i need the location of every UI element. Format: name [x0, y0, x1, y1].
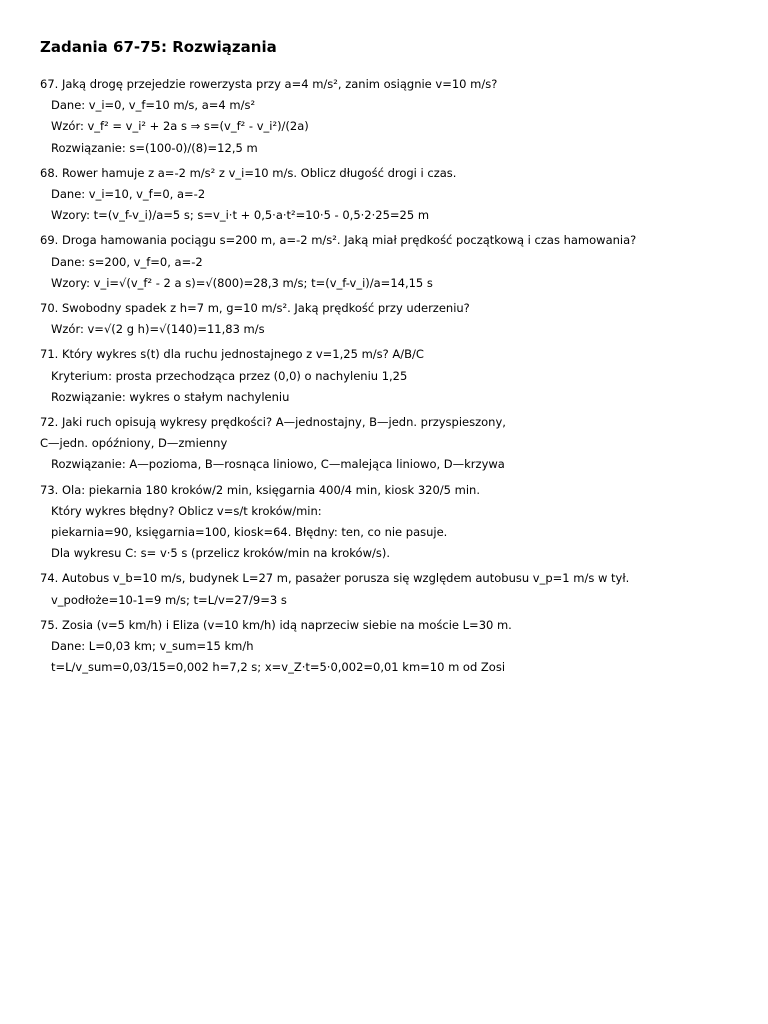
problem-statement: 74. Autobus v_b=10 m/s, budynek L=27 m, pasażer porusza się względem autobusu v_p=1 m/s w tył.: [40, 571, 630, 586]
problem-block: [40, 298, 740, 340]
problem-block: [40, 230, 740, 294]
problem-solution-line: Rozwiązanie: s=(100-0)/(8)=12,5 m: [51, 140, 258, 155]
problem-statement: 71. Który wykres s(t) dla ruchu jednostajnego z v=1,25 m/s? A/B/C: [40, 347, 424, 362]
problem-block: [40, 480, 740, 565]
problem-solution-line: Dla wykresu C: s= v·5 s (przelicz kroków/min na kroków/s).: [51, 546, 391, 561]
problem-statement: 75. Zosia (v=5 km/h) i Eliza (v=10 km/h) idą naprzeciw siebie na moście L=30 m.: [40, 617, 512, 632]
problem-list: [40, 74, 740, 678]
problem-solution-line: Dane: L=0,03 km; v_sum=15 km/h: [51, 639, 254, 654]
problem-solution-line: t=L/v_sum=0,03/15=0,002 h=7,2 s; x=v_Z·t=5·0,002=0,01 km=10 m od Zosi: [51, 660, 506, 675]
problem-solution-line: Wzór: v_f² = v_i² + 2a s ⇒ s=(v_f² - v_i²)/(2a): [51, 119, 309, 134]
problem-solution-line: Dane: v_i=0, v_f=10 m/s, a=4 m/s²: [51, 98, 256, 113]
problem-block: [40, 615, 740, 679]
problem-solution-line: Który wykres błędny? Oblicz v=s/t kroków/min:: [51, 503, 322, 518]
problem-solution-line: Rozwiązanie: A—pozioma, B—rosnąca liniowo, C—malejąca liniowo, D—krzywa: [51, 457, 505, 472]
problem-solution-line: Kryterium: prosta przechodząca przez (0,0) o nachyleniu 1,25: [51, 368, 408, 383]
problem-block: [40, 163, 740, 227]
problem-statement: 67. Jaką drogę przejedzie rowerzysta przy a=4 m/s², zanim osiągnie v=10 m/s?: [40, 77, 498, 91]
problem-solution-line: Wzory: t=(v_f-v_i)/a=5 s; s=v_i·t + 0,5·a·t²=10·5 - 0,5·2·25=25 m: [51, 208, 430, 223]
problem-statement: 68. Rower hamuje z a=-2 m/s² z v_i=10 m/s. Oblicz długość drogi i czas.: [40, 165, 457, 180]
problem-block: [40, 74, 740, 159]
problem-solution-line: Dane: s=200, v_f=0, a=-2: [51, 254, 203, 269]
problem-solution-line: v_podłoże=10-1=9 m/s; t=L/v=27/9=3 s: [51, 592, 287, 607]
problem-solution-line: Rozwiązanie: wykres o stałym nachyleniu: [51, 389, 290, 404]
problem-block: [40, 344, 740, 408]
problem-block: [40, 568, 740, 610]
problem-statement: 72. Jaki ruch opisują wykresy prędkości? A—jednostajny, B—jedn. przyspieszony,: [40, 415, 506, 430]
problem-statement: 73. Ola: piekarnia 180 kroków/2 min, księgarnia 400/4 min, kiosk 320/5 min.: [40, 482, 480, 497]
problem-solution-line: Dane: v_i=10, v_f=0, a=-2: [51, 187, 206, 202]
problem-statement: 70. Swobodny spadek z h=7 m, g=10 m/s². Jaką prędkość przy uderzeniu?: [40, 301, 470, 316]
problem-solution-line: Wzory: v_i=√(v_f² - 2 a s)=√(800)=28,3 m/s; t=(v_f-v_i)/a=14,15 s: [51, 275, 433, 290]
problem-solution-line: Wzór: v=√(2 g h)=√(140)=11,83 m/s: [51, 322, 265, 337]
problem-solution-line: piekarnia=90, księgarnia=100, kiosk=64. Błędny: ten, co nie pasuje.: [51, 525, 448, 540]
problem-statement: 69. Droga hamowania pociągu s=200 m, a=-2 m/s². Jaką miał prędkość początkową i czas hamowania?: [40, 233, 637, 248]
problem-block: [40, 412, 740, 476]
problem-solution-line: C—jedn. opóźniony, D—zmienny: [40, 436, 228, 451]
page-title: Zadania 67-75: Rozwiązania: [40, 38, 277, 56]
document-page: [40, 36, 740, 682]
